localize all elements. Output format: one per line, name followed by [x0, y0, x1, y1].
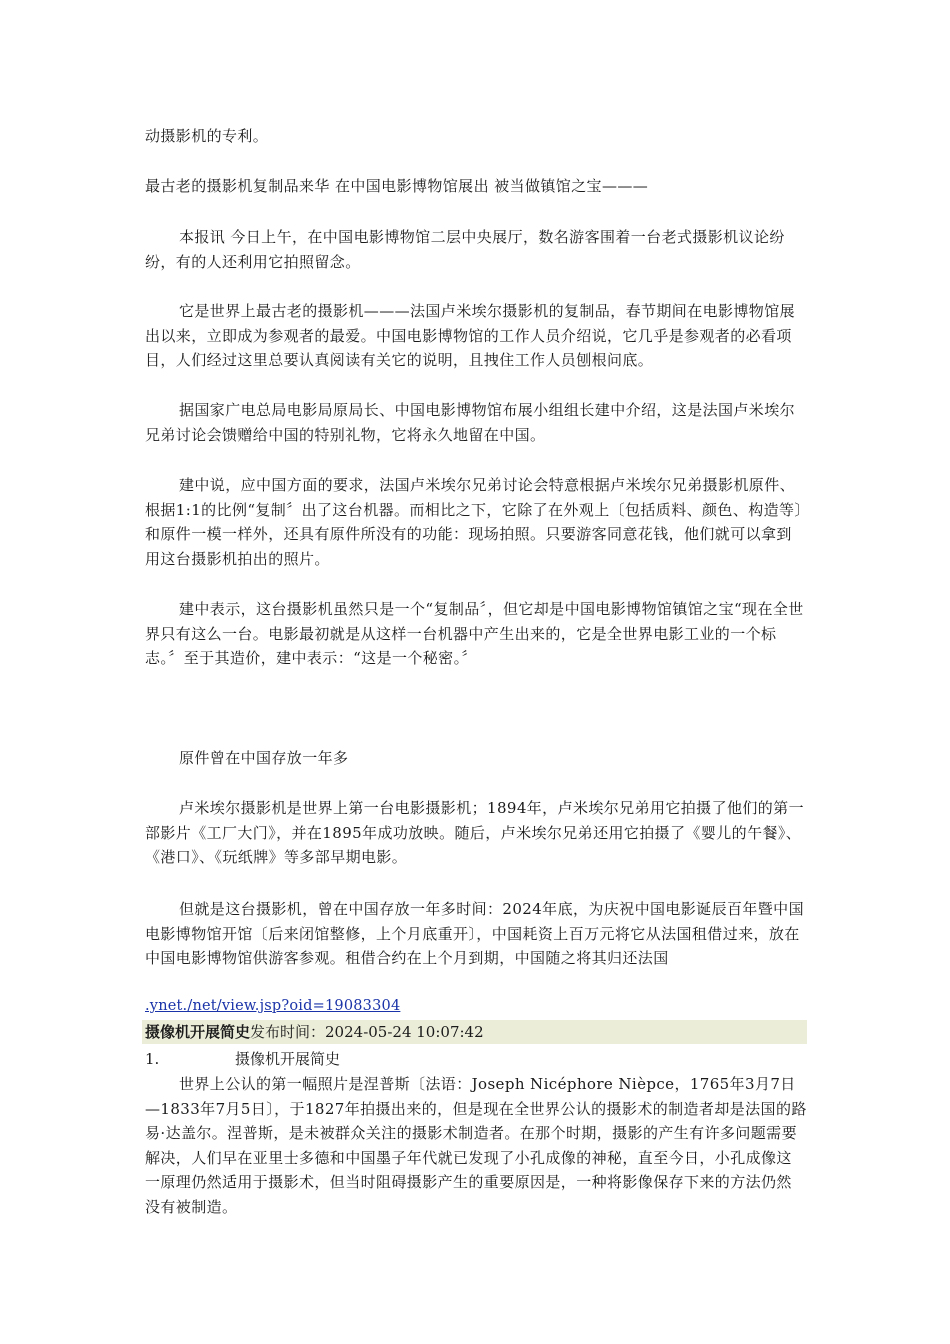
source-link[interactable]: .ynet./net/view.jsp?oid=19083304: [145, 998, 401, 1014]
section-heading: [145, 1047, 340, 1071]
paragraph-oldest-camera: 它是世界上最古老的摄影机———法国卢米埃尔摄影机的复制品，春节期间在电影博物馆展出以来，立即成为参观者的最爱。中国电影博物馆的工作人员介绍说，它几乎是参观者的必看项目，人们经过这里总要认真阅读有关它的说明，且拽住工作人员刨根问底。: [145, 302, 796, 369]
paragraph-patent-end: 动摄影机的专利。: [145, 127, 269, 145]
subheading-original-in-china: 原件曾在中国存放一年多: [179, 749, 349, 767]
article-header: [142, 1020, 807, 1044]
paragraph-first-photo: 世界上公认的第一幅照片是涅普斯〔法语：Joseph Nicéphore Nièpce，1765年3月7日—1833年7月5日〕，于1827年拍摄出来的，但是现在全世界公认的摄影术的制造者却是法国的路易·达盖尔。涅普斯，是未被群众关注的摄影术制造者。在那个时期，摄影的产生有许多问题需要解决，人们早在亚里士多德和中国墨子年代就已发现了小孔成像的神秘，直至今日，小孔成像这一原理仍然适用于摄影术，但当时阻碍摄影产生的重要原因是，一种将影像保存下来的方法仍然没有被制造。: [145, 1075, 807, 1216]
paragraph-stored-in-china: 但就是这台摄影机，曾在中国存放一年多时间：2024年底，为庆祝中国电影诞辰百年暨中国电影博物馆开馆〔后来闭馆整修，上个月底重开〕，中国耗资上百万元将它从法国租借过来，放在中国电影博物馆供游客参观。租借合约在上个月到期，中国随之将其归还法国: [145, 900, 804, 967]
paragraph-gift: 据国家广电总局电影局原局长、中国电影博物馆布展小组组长建中介绍，这是法国卢米埃尔兄弟讨论会馈赠给中国的特别礼物，它将永久地留在中国。: [145, 401, 796, 444]
paragraph-report-intro: 本报讯 今日上午，在中国电影博物馆二层中央展厅，数名游客围着一台老式摄影机议论纷纷，有的人还利用它拍照留念。: [145, 228, 785, 271]
section-title: 摄像机开展简史: [235, 1050, 341, 1068]
news-headline: 最古老的摄影机复制品来华 在中国电影博物馆展出 被当做镇馆之宝———: [145, 177, 649, 195]
paragraph-first-camera: 卢米埃尔摄影机是世界上第一台电影摄影机；1894年，卢米埃尔兄弟用它拍摄了他们的第一部影片《工厂大门》，并在1895年成功放映。随后，卢米埃尔兄弟还用它拍摄了《婴儿的午餐》、《港口》、《玩纸牌》等多部早期电影。: [145, 799, 804, 866]
paragraph-replica-details: 建中说，应中国方面的要求，法国卢米埃尔兄弟讨论会特意根据卢米埃尔兄弟摄影机原件、根据1:1的比例“复制〞出了这台机器。而相比之下，它除了在外观上〔包括质料、颜色、构造等〕和原件一模一样外，还具有原件所没有的功能：现场拍照。只要游客同意花钱，他们就可以拿到用这台摄影机拍出的照片。: [145, 476, 803, 568]
paragraph-treasure: 建中表示，这台摄影机虽然只是一个“复制品〞，但它却是中国电影博物馆镇馆之宝“现在全世界只有这么一台。电影最初就是从这样一台机器中产生出来的，它是全世界电影工业的一个标志。〞至于其造价，建中表示：“这是一个秘密。〞: [145, 600, 804, 667]
section-number: 1.: [145, 1050, 160, 1068]
article-title: 摄像机开展简史: [145, 1023, 251, 1041]
publish-time: 发布时间：2024-05-24 10:07:42: [250, 1023, 484, 1041]
